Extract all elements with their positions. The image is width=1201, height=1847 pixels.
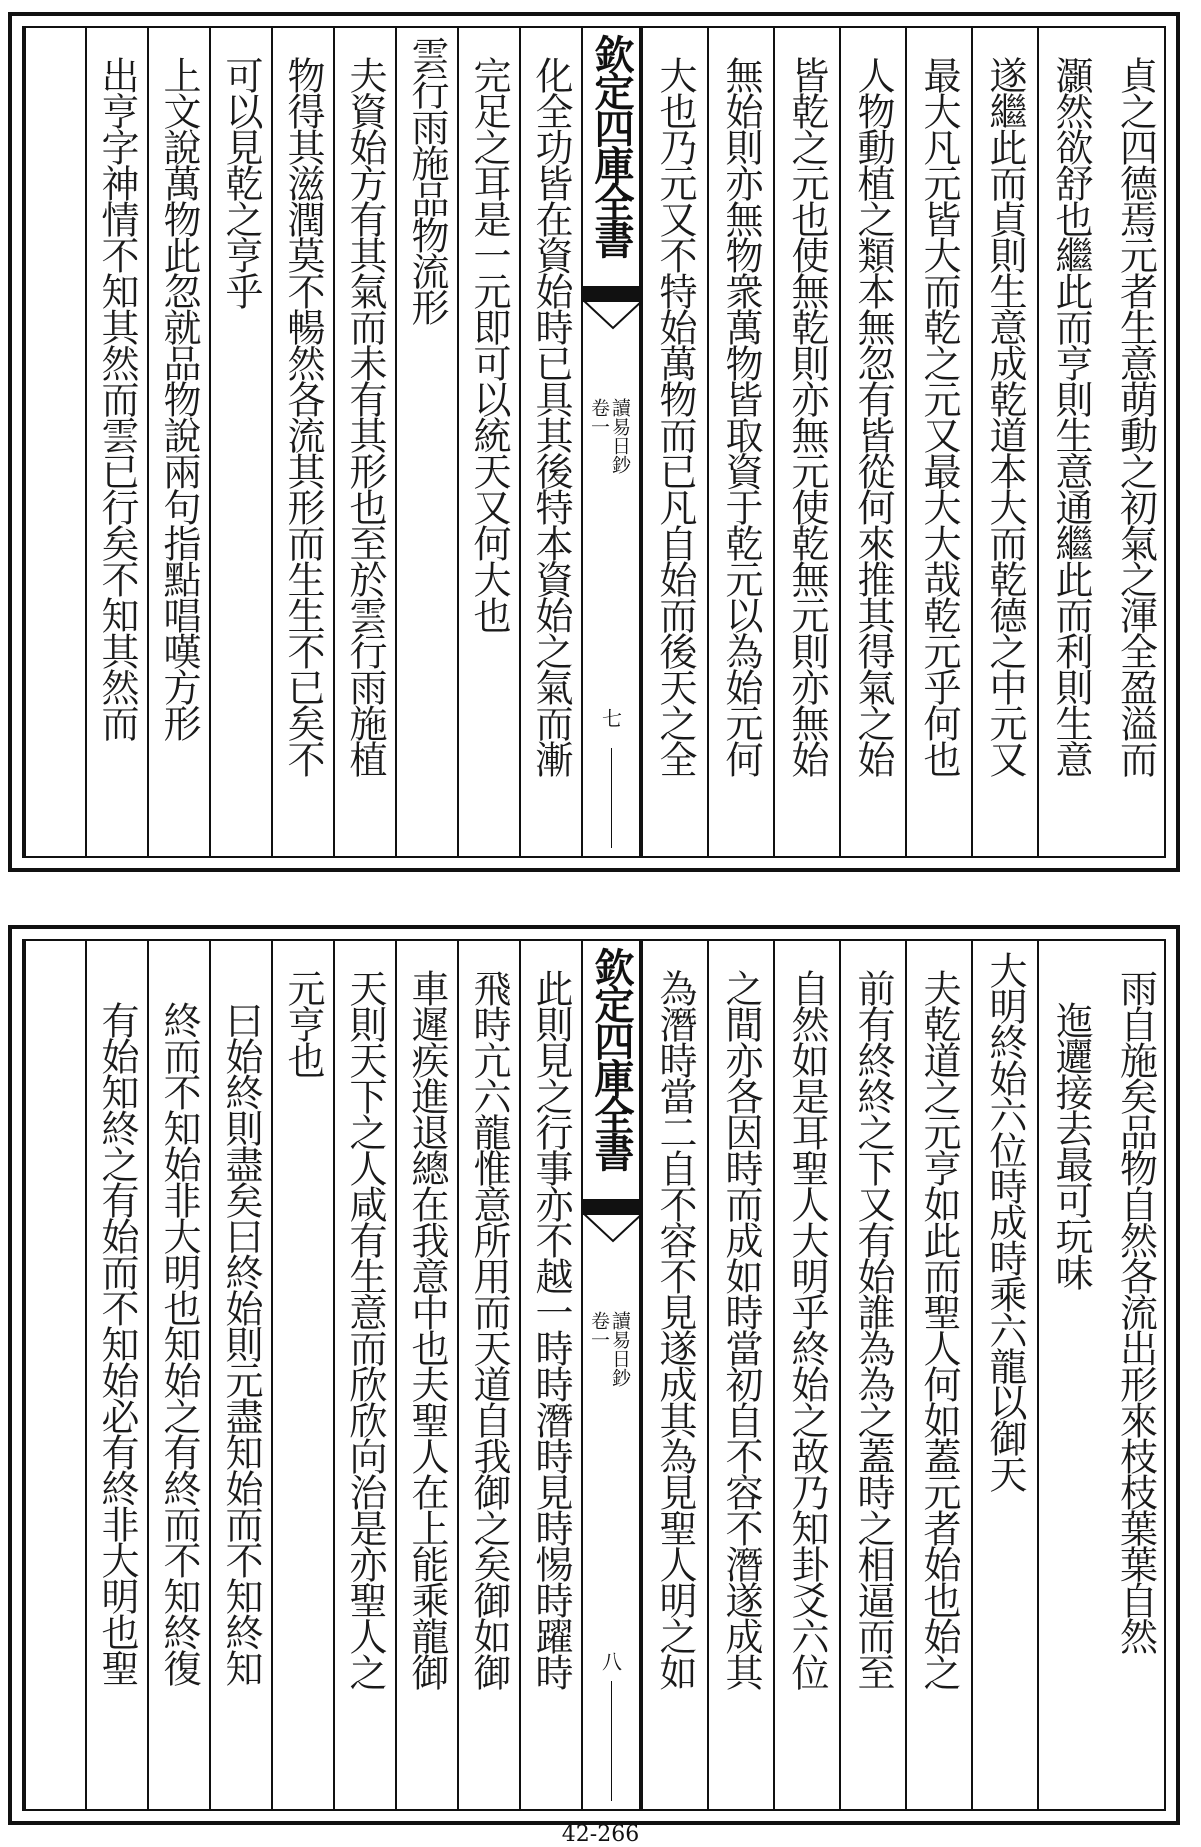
text-column-content: 雨自施矣品物自然各流出形來枝枝葉葉自然 (1113, 969, 1158, 1653)
text-column-content: 無始則亦無物衆萬物皆取資于乾元以為始元何 (719, 56, 763, 776)
text-column-empty (24, 941, 85, 1809)
fishtail-icon (583, 300, 643, 330)
text-column (147, 941, 209, 1809)
text-column-content: 物得其滋潤莫不暢然各流其形而生生不已矣不 (281, 56, 325, 776)
bottom-page-frame (22, 939, 1166, 1811)
text-column-content: 飛時亢六龍惟意所用而天道自我御之矣御如御 (467, 969, 511, 1689)
text-column (271, 941, 333, 1809)
text-column (147, 28, 209, 856)
text-column (1037, 941, 1103, 1809)
fold-leaf-number: 七 (598, 708, 623, 728)
text-column-content: 自然如是耳聖人大明乎終始之故乃知卦爻六位 (785, 969, 829, 1689)
fold-volume: 卷一 (588, 398, 611, 436)
text-column (457, 28, 519, 856)
text-column (519, 941, 581, 1809)
text-column-content: 最大凡元皆大而乾之元又最大大哉乾元乎何也 (917, 56, 961, 776)
text-column (395, 941, 457, 1809)
fold-volume: 卷一 (588, 1311, 611, 1349)
text-column-content: 出亨字神情不知其然而雲已行矣不知其然而 (95, 56, 139, 740)
top-page (8, 12, 1180, 872)
text-column-content: 有始知終之有始而不知始必有終非大明也聖 (95, 1001, 139, 1685)
text-column-content: 可以見乾之亨乎 (219, 56, 263, 308)
text-column (457, 941, 519, 1809)
text-column-content: 終而不知始非大明也知始之有終而不知終復 (157, 1001, 201, 1685)
text-column-content: 夫資始方有其氣而未有其形也至於雲行雨施植 (343, 56, 387, 776)
text-column (85, 941, 147, 1809)
bottom-page (8, 925, 1180, 1825)
fishtail-icon (583, 1213, 643, 1243)
text-column-content: 上文說萬物此忽就品物說兩句指點唱嘆方形 (157, 56, 201, 740)
text-column-content: 遂繼此而貞則生意成乾道本大而乾德之中元又 (983, 56, 1027, 776)
center-fold (581, 941, 641, 1809)
fold-book-title: 讀易日鈔 (608, 398, 631, 474)
page-number: 42-266 (561, 1822, 640, 1847)
text-column (1037, 28, 1103, 856)
fishtail-mark (583, 286, 639, 330)
text-column-content: 完足之耳是一元即可以統天又何大也 (467, 56, 511, 632)
text-column-content: 大明終始六位時成時乘六龍以御天 (983, 951, 1027, 1491)
fishtail-mark (583, 1199, 639, 1243)
text-column (773, 941, 839, 1809)
text-column-content: 皆乾之元也使無乾則亦無元使乾無元則亦無始 (785, 56, 829, 776)
text-column (395, 28, 457, 856)
text-column-content: 元亨也 (281, 969, 325, 1077)
text-column-content: 迤邐接去最可玩味 (1049, 1001, 1093, 1289)
text-column-content: 夫乾道之元亨如此而聖人何如蓋元者始也始之 (917, 969, 961, 1689)
text-column (85, 28, 147, 856)
text-column-content: 貞之四德焉元者生意萌動之初氣之渾全盈溢而 (1113, 56, 1158, 776)
text-column-content: 此則見之行事亦不越一時時潛時見時惕時躍時 (529, 969, 573, 1689)
text-column (839, 28, 905, 856)
text-column-empty (24, 28, 85, 856)
text-column (271, 28, 333, 856)
text-column (209, 28, 271, 856)
fold-title: 欽定四庫全書 (588, 34, 635, 256)
fold-title: 欽定四庫全書 (588, 947, 635, 1169)
fold-leaf-number: 八 (598, 1651, 623, 1671)
text-column (519, 28, 581, 856)
text-column-content: 大也乃元又不特始萬物而已凡自始而後天之全 (653, 56, 697, 776)
text-column (333, 941, 395, 1809)
text-column (971, 941, 1037, 1809)
text-column-content: 之間亦各因時而成如時當初自不容不潛遂成其 (719, 969, 763, 1689)
text-column (905, 941, 971, 1809)
fold-book-title: 讀易日鈔 (608, 1311, 631, 1387)
center-fold (581, 28, 641, 856)
text-column-content: 天則天下之人咸有生意而欣欣向治是亦聖人之 (343, 969, 387, 1689)
text-column-content: 車遲疾進退總在我意中也夫聖人在上能乘龍御 (405, 969, 449, 1689)
text-column (209, 941, 271, 1809)
text-column (905, 28, 971, 856)
top-page-frame (22, 26, 1166, 858)
text-column-content: 化全功皆在資始時已具其後特本資始之氣而漸 (529, 56, 573, 776)
text-column (839, 941, 905, 1809)
text-column (773, 28, 839, 856)
text-column-content: 灝然欲舒也繼此而亨則生意通繼此而利則生意 (1049, 56, 1093, 776)
text-column (971, 28, 1037, 856)
text-column (333, 28, 395, 856)
text-column (1103, 941, 1168, 1809)
fold-line (611, 748, 612, 848)
text-column-content: 雲行雨施品物流形 (405, 36, 449, 324)
text-column-content: 為潛時當二自不容不見遂成其為見聖人明之如 (653, 969, 697, 1689)
text-column-content: 人物動植之類本無忽有皆從何來推其得氣之始 (851, 56, 895, 776)
text-column-content: 前有終終之下又有始誰為為之蓋時之相逼而至 (851, 969, 895, 1689)
text-column-content: 曰始終則盡矣曰終始則元盡知始而不知終知 (219, 1001, 263, 1685)
text-column (641, 941, 707, 1809)
text-column (1103, 28, 1168, 856)
text-column (641, 28, 707, 856)
text-column (707, 941, 773, 1809)
fold-line (611, 1681, 612, 1801)
text-column (707, 28, 773, 856)
